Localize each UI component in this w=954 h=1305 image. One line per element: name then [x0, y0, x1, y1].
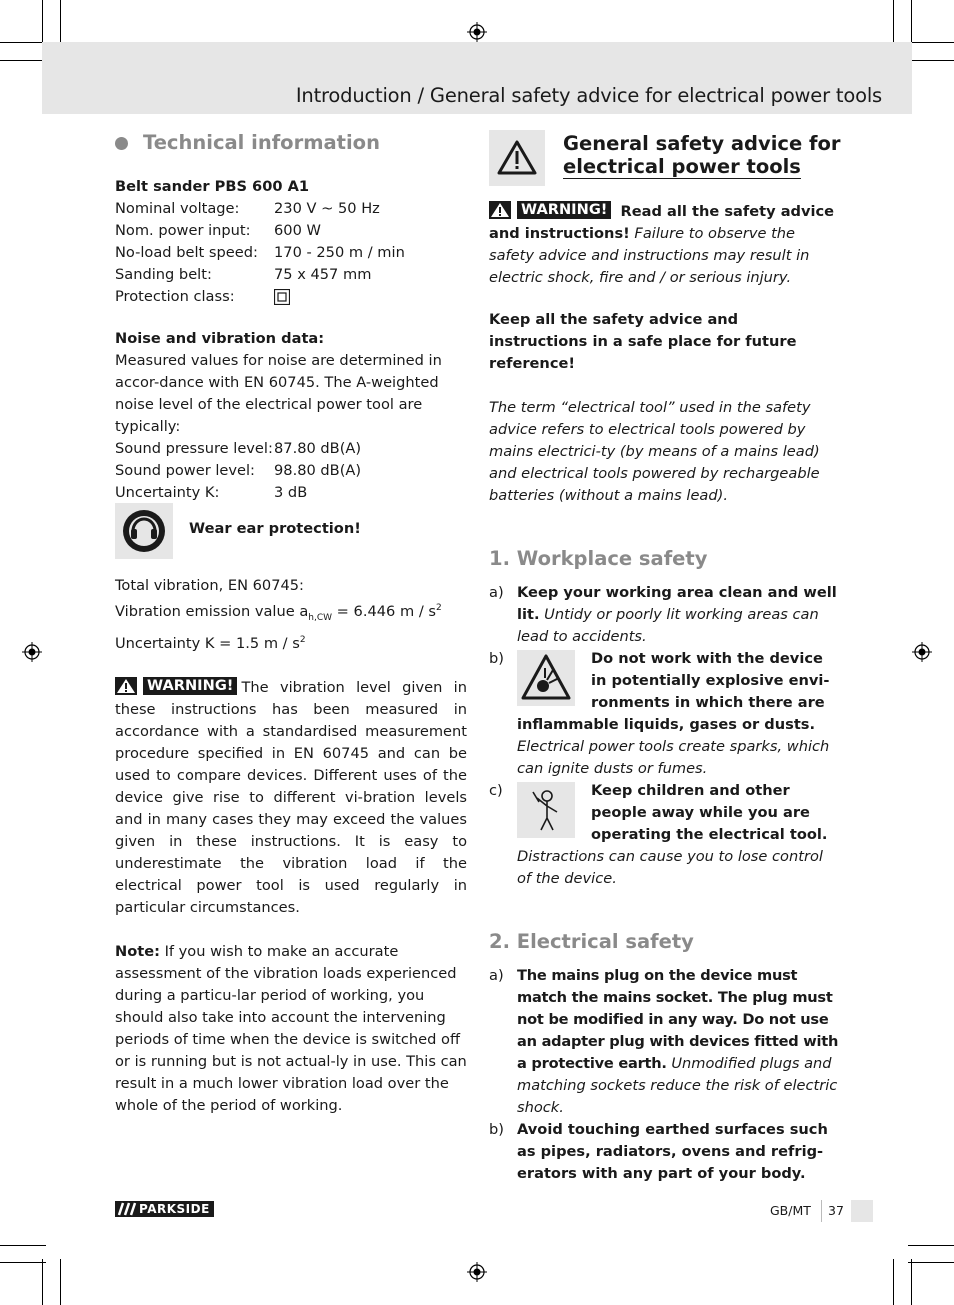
warning-triangle-icon	[489, 130, 545, 186]
list-italic-text: Unmodified plugs and matching sockets reduce the risk of electric shock.	[517, 1055, 838, 1116]
list-bold-text: Do not work with the device in potentially explosive envi-ronments in which there are inflammable liquids, gases or dusts.	[517, 650, 830, 733]
list-label: a)	[489, 967, 504, 984]
list-item	[489, 1119, 841, 1185]
left-column	[115, 132, 467, 504]
spec-list	[115, 198, 467, 308]
general-warning-icon-box	[489, 130, 545, 186]
crop-mark	[60, 1259, 61, 1305]
spec-label: Sound power level:	[115, 462, 255, 479]
spec-label: Protection class:	[115, 288, 235, 305]
spec-row	[115, 286, 467, 308]
registration-mark-icon	[22, 642, 42, 662]
bullet-icon	[115, 137, 128, 150]
spec-row	[115, 264, 467, 286]
noise-spec-row	[115, 460, 467, 482]
spec-value: 600 W	[274, 222, 321, 239]
keep-children-away-icon	[517, 782, 575, 838]
warning-triangle-icon	[489, 201, 511, 219]
list-item	[489, 582, 841, 648]
spec-value: 170 - 250 m / min	[274, 244, 405, 261]
workplace-safety-title: 1. Workplace safety	[489, 547, 708, 570]
list-bold-text: Keep your working area clean and well lit.	[517, 584, 837, 623]
vibration-line	[115, 629, 467, 655]
vibration-block	[115, 575, 467, 1117]
note-text: If you wish to make an accurate assessment of the vibration loads experienced during a particu-lar period of working, you should also take into account the intervening periods of time when the device is switched off or is running but is not actual-ly in use. This can result in a much lower vibration load over the whole of the period of working.	[115, 942, 467, 1114]
crop-mark	[908, 1262, 954, 1263]
uncertainty-value: Uncertainty K = 1.5 m / s	[115, 634, 300, 652]
spec-value: 98.80 dB(A)	[274, 462, 362, 479]
warning-word: WARNING!	[517, 201, 611, 219]
vibration-superscript: 2	[436, 603, 442, 613]
spec-row	[115, 220, 467, 242]
noise-spec-row	[115, 438, 467, 460]
crop-mark	[0, 60, 46, 61]
spec-row	[115, 198, 467, 220]
crop-mark	[908, 42, 954, 43]
keep-instructions: Keep all the safety advice and instructions in a safe place for future reference!	[489, 311, 797, 372]
crop-mark	[42, 0, 43, 46]
registration-mark-icon	[467, 22, 487, 42]
warning-triangle-icon	[115, 677, 137, 695]
spec-value: 3 dB	[274, 484, 308, 501]
vibration-line	[115, 597, 467, 629]
crop-mark	[0, 42, 46, 43]
note-label: Note:	[115, 942, 160, 960]
crop-mark	[908, 1245, 954, 1246]
footer-divider	[821, 1200, 822, 1222]
crop-mark	[911, 0, 912, 46]
right-column	[489, 201, 841, 1185]
registration-mark-icon	[912, 642, 932, 662]
tech-section-heading	[115, 132, 467, 154]
noise-spec-list	[115, 438, 467, 504]
crop-mark	[908, 60, 954, 61]
spec-label: Uncertainty K:	[115, 484, 220, 501]
crop-mark	[60, 0, 61, 46]
list-label: b)	[489, 1121, 504, 1138]
list-bold-text: Avoid touching earthed surfaces such as pipes, radiators, ovens and refrig-erators with any part of your body.	[517, 1121, 828, 1182]
list-item	[489, 965, 841, 1119]
crop-mark	[0, 1262, 46, 1263]
noise-spec-row	[115, 482, 467, 504]
region-code: GB/MT	[770, 1203, 811, 1218]
protection-class-ii-icon	[274, 286, 290, 308]
warning-label	[115, 677, 241, 695]
uncertainty-superscript: 2	[299, 634, 306, 645]
vibration-value: = 6.446 m / s	[332, 602, 436, 620]
spec-row	[115, 242, 467, 264]
vibration-label: Vibration emission value a	[115, 602, 309, 620]
product-name: Belt sander PBS 600 A1	[115, 178, 310, 195]
gsa-warning	[489, 201, 841, 289]
page-number: 37	[828, 1203, 844, 1218]
spec-value: 75 x 457 mm	[274, 266, 372, 283]
brand-stripes-icon	[115, 1201, 139, 1217]
explosive-icon-box	[517, 650, 575, 706]
noise-text: Measured values for noise are determined in accor-dance with EN 60745. The A-weighted noise level of the electrical power tool are typically:	[115, 352, 442, 435]
crop-mark	[0, 1245, 46, 1246]
list-label: a)	[489, 584, 504, 601]
electrical-safety-title: 2. Electrical safety	[489, 930, 694, 953]
warning-label	[489, 201, 615, 219]
list-italic-text: Untidy or poorly lit working areas can lead to accidents.	[517, 606, 819, 645]
crop-mark	[911, 1259, 912, 1305]
vibration-subscript: h,CW	[308, 612, 333, 623]
gsa-heading	[563, 132, 840, 179]
spec-label: Nominal voltage:	[115, 200, 240, 217]
gsa-title-line: electrical power tools	[563, 155, 801, 178]
note-paragraph	[115, 941, 467, 1117]
noise-title: Noise and vibration data:	[115, 330, 325, 347]
list-item	[489, 780, 841, 890]
ear-protection-icon	[115, 503, 173, 559]
explosive-hazard-icon	[517, 650, 575, 706]
spec-value: 87.80 dB(A)	[274, 440, 362, 457]
spec-label: Nom. power input:	[115, 222, 251, 239]
warning-bold-text: Read all the safety advice and instructions!	[489, 203, 835, 242]
list-bold-text: Keep children and other people away while you are operating the electrical tool.	[591, 782, 828, 843]
page-title: Introduction / General safety advice for electrical power tools	[295, 84, 882, 107]
vibration-line: Total vibration, EN 60745:	[115, 577, 304, 594]
warning-italic-text: Failure to observe the safety advice and instructions may result in electric shock, fire and / or serious injury.	[489, 225, 810, 286]
footer-tab	[851, 1200, 873, 1222]
warning-word: WARNING!	[143, 677, 237, 695]
vibration-warning	[115, 677, 467, 919]
crop-mark	[893, 1259, 894, 1305]
ear-protection-text: Wear ear protection!	[189, 520, 361, 537]
list-label: c)	[489, 782, 503, 799]
ear-protection-icon-box	[115, 503, 173, 559]
list-bold-text: The mains plug on the device must match the mains socket. The plug must not be modified in any way. Do not use an adapter plug with devices fitted with a protective earth.	[517, 967, 839, 1072]
warning-text: The vibration level given in these instructions has been measured in accordance with a standardised measurement procedure specified in EN 60745 and can be used to compare devices. Different uses of the device give rise to different vi-bration levels and in many cases they may exceed the values given in these instructions. It is easy to underestimate the vibration load if the electrical power tool is used regularly in particular circumstances.	[115, 678, 467, 916]
tech-title: Technical information	[143, 131, 380, 154]
spec-value: 230 V ~ 50 Hz	[274, 200, 380, 217]
list-item	[489, 648, 841, 780]
crop-mark	[893, 0, 894, 46]
term-definition: The term “electrical tool” used in the safety advice refers to electrical tools powered by mains electrici-ty (by means of a mains lead) and electrical tools powered by rechargeable batteries (without a mains lead).	[489, 399, 820, 504]
spec-label: Sound pressure level:	[115, 440, 273, 457]
brand-name: PARKSIDE	[139, 1202, 210, 1216]
children-icon-box	[517, 782, 575, 838]
spec-label: No-load belt speed:	[115, 244, 258, 261]
list-label: b)	[489, 650, 504, 667]
list-italic-text: Electrical power tools create sparks, which can ignite dusts or fumes.	[517, 738, 830, 777]
gsa-title-line: General safety advice for	[563, 132, 841, 155]
list-italic-text: Distractions can cause you to lose control of the device.	[517, 848, 823, 887]
brand-logo	[115, 1201, 214, 1217]
spec-label: Sanding belt:	[115, 266, 212, 283]
registration-mark-icon	[467, 1262, 487, 1282]
crop-mark	[42, 1259, 43, 1305]
